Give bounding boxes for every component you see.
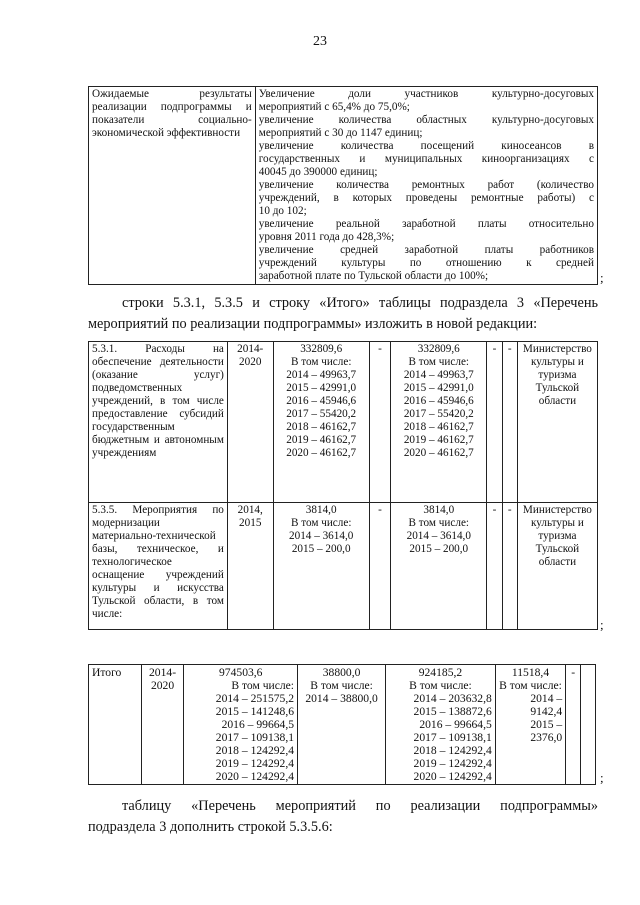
year-value: 2014 – 49963,7 — [403, 369, 474, 381]
measure-period: 2014-2020 — [227, 342, 273, 503]
table-row — [89, 665, 596, 785]
page-number: 23 — [313, 34, 327, 49]
paragraph-line: таблицу «Перечень мероприятий по реализации подпрограммы» — [122, 798, 598, 814]
year-value: 2016 – 45946,6 — [286, 395, 357, 407]
federal-value: 38800,0 — [322, 666, 361, 679]
empty-cell: - — [502, 503, 517, 630]
empty-cell: - — [369, 503, 390, 630]
year-value: 2017 – 55420,2 — [286, 408, 357, 420]
measure-total — [273, 342, 369, 503]
regional-sub: В том числе: — [408, 517, 470, 529]
year-value: 2018 – 46162,7 — [403, 421, 474, 433]
measure-regional — [391, 342, 487, 503]
totals-federal — [298, 665, 386, 785]
measure-name: 5.3.5. Мероприятия по модернизации материально-технической базы, техническое, и технологическое оснащение учреждений культуры и искусства Тульской области, в том числе: — [89, 503, 228, 630]
totals-total — [184, 665, 298, 785]
measure-period: 2014, 2015 — [227, 503, 273, 630]
result-line: заработной плате по Тульской области до 100%; — [258, 270, 489, 282]
result-line: уровня 2011 года до 428,3%; — [258, 231, 395, 243]
paragraph-line: строки 5.3.1, 5.3.5 и строку «Итого» таблицы подраздела 3 «Перечень — [122, 295, 598, 311]
year-value: 2015 – 141248,6 — [215, 705, 295, 718]
result-line: увеличение количества посещений киносеансов в — [258, 140, 594, 152]
regional-value: 3814,0 — [423, 504, 455, 516]
year-value: 2017 – 55420,2 — [403, 408, 474, 420]
year-value: 2014 – 251575,2 — [215, 692, 295, 705]
expected-results-list — [255, 87, 597, 285]
year-value: 2015 – 200,0 — [409, 543, 469, 555]
measure-total — [273, 503, 369, 630]
year-value: 2015 – 138872,6 — [413, 705, 492, 718]
empty-cell: - — [487, 503, 502, 630]
result-line: учреждений, в которых проведены ремонтные работы) с — [258, 192, 594, 204]
instruction-paragraph — [88, 796, 598, 838]
year-value: 2019 – 46162,7 — [403, 434, 474, 446]
year-value: 2018 – 124292,4 — [413, 744, 492, 757]
year-value: 2015 – 42991,0 — [286, 382, 357, 394]
result-line: увеличение количества ремонтных работ (количество — [258, 179, 594, 191]
year-value: 2014 – 203632,8 — [413, 692, 492, 705]
year-value: 2017 – 109138,1 — [215, 731, 295, 744]
result-line: учреждений культуры по отношению к средней — [258, 257, 594, 269]
year-value: 2016 – 99664,5 — [221, 718, 295, 731]
local-sub: В том числе: — [499, 679, 562, 692]
measure-executor: Министерство культуры и туризма Тульской области — [517, 503, 597, 630]
result-line: 10 до 102; — [258, 205, 307, 217]
total-value: 3814,0 — [305, 504, 337, 516]
empty-cell: - — [487, 342, 502, 503]
year-value: 2015 – 42991,0 — [403, 382, 474, 394]
measure-regional — [391, 503, 487, 630]
year-value: 2016 – 45946,6 — [403, 395, 474, 407]
semicolon: ; — [600, 617, 604, 632]
local-value: 11518,4 — [511, 666, 550, 679]
year-value: 2015 – 2376,0 — [530, 718, 563, 744]
measure-name: 5.3.1. Расходы на обеспечение деятельности (оказание услуг) подведомственных учреждений, в том числе предоставление субсидий государственным бюджетным и автономным учреждениям — [89, 342, 228, 503]
result-line: мероприятий с 65,4% до 75,0%; — [258, 101, 410, 113]
federal-sub: В том числе: — [310, 679, 373, 692]
year-value: 2020 – 46162,7 — [403, 447, 474, 459]
empty-cell: - — [502, 342, 517, 503]
paragraph-line: подраздела 3 дополнить строкой 5.3.5.6: — [88, 819, 333, 835]
year-value: 2020 – 46162,7 — [286, 447, 357, 459]
expected-results-table — [88, 86, 598, 285]
instruction-paragraph — [88, 293, 598, 335]
expected-results-label: Ожидаемые результаты реализации подпрограммы и показатели социально-экономической эффективности — [89, 87, 256, 285]
year-value: 2019 – 46162,7 — [286, 434, 357, 446]
result-line: 40045 до 390000 единиц; — [258, 166, 378, 178]
result-line: Увеличение доли участников культурно-досуговых — [258, 88, 594, 100]
year-value: 2016 – 99664,5 — [419, 718, 492, 731]
total-sub: В том числе: — [290, 517, 352, 529]
totals-period: 2014-2020 — [141, 665, 184, 785]
year-value: 2017 – 109138,1 — [413, 731, 492, 744]
result-line: увеличение количества областных культурно-досуговых — [258, 114, 594, 126]
measure-executor: Министерство культуры и туризма Тульской области — [517, 342, 597, 503]
year-value: 2014 – 38800,0 — [305, 692, 378, 705]
regional-value: 924185,2 — [418, 666, 463, 679]
result-line: увеличение средней заработной платы работников — [258, 244, 594, 256]
table-row — [89, 342, 598, 503]
empty-cell — [581, 665, 596, 785]
year-value: 2020 – 124292,4 — [215, 770, 295, 783]
totals-label: Итого — [89, 665, 142, 785]
empty-cell: - — [369, 342, 390, 503]
total-sub: В том числе: — [290, 356, 352, 368]
empty-cell: - — [566, 665, 581, 785]
table-row — [89, 503, 598, 630]
year-value: 2018 – 124292,4 — [215, 744, 295, 757]
total-value: 332809,6 — [300, 343, 343, 355]
year-value: 2014 – 3614,0 — [289, 530, 354, 542]
year-value: 2014 – 9142,4 — [530, 692, 563, 718]
totals-table — [88, 664, 596, 785]
total-value: 974503,6 — [219, 666, 263, 679]
result-line: мероприятий с 30 до 1147 единиц; — [258, 127, 423, 139]
year-value: 2018 – 46162,7 — [286, 421, 357, 433]
regional-value: 332809,6 — [417, 343, 460, 355]
total-sub: В том числе: — [231, 679, 295, 692]
regional-sub: В том числе: — [408, 356, 470, 368]
semicolon: ; — [600, 270, 604, 285]
year-value: 2014 – 49963,7 — [286, 369, 357, 381]
year-value: 2015 – 200,0 — [291, 543, 351, 555]
semicolon: ; — [600, 770, 604, 785]
year-value: 2019 – 124292,4 — [413, 757, 492, 770]
paragraph-line: мероприятий по реализации подпрограммы» изложить в новой редакции: — [88, 316, 538, 332]
result-line: государственных и муниципальных киноорганизациях с — [258, 153, 594, 165]
year-value: 2019 – 124292,4 — [215, 757, 295, 770]
measures-table — [88, 341, 598, 630]
totals-regional — [386, 665, 496, 785]
result-line: увеличение реальной заработной платы относительно — [258, 218, 594, 230]
year-value: 2014 – 3614,0 — [406, 530, 471, 542]
year-value: 2020 – 124292,4 — [413, 770, 492, 783]
regional-sub: В том числе: — [409, 679, 472, 692]
totals-local — [495, 665, 565, 785]
